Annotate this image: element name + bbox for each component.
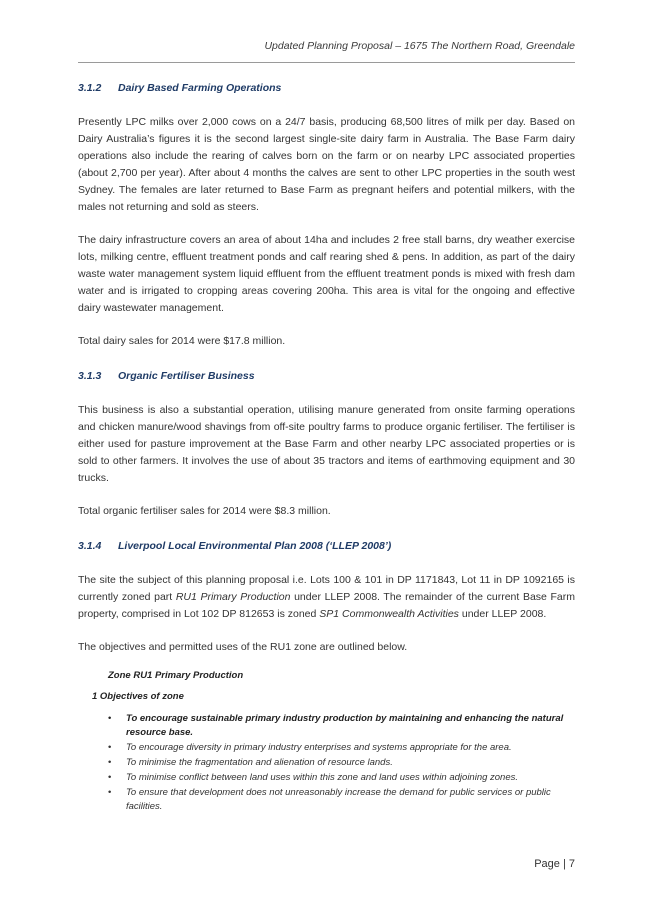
- bullet-icon: •: [108, 713, 112, 724]
- header-divider: [78, 62, 575, 63]
- zone-title: Zone RU1 Primary Production: [108, 670, 244, 681]
- section-heading-3-1-2: [78, 82, 575, 94]
- list-item: [108, 712, 575, 740]
- zone-name-ru1: RU1 Primary Production: [175, 591, 291, 603]
- bullet-icon: •: [108, 757, 112, 768]
- objectives-list: [78, 712, 575, 814]
- text-run: The site the subject of this planning proposal i.e. Lots 100 & 101 in DP 1171843, Lot 11 in DP 1092165 is currently zoned part: [78, 574, 575, 603]
- bullet-icon: •: [108, 787, 112, 798]
- section-number: 3.1.4: [78, 540, 102, 552]
- page-number: Page | 7: [534, 858, 575, 870]
- list-item: [108, 741, 575, 755]
- paragraph: Total dairy sales for 2014 were $17.8 million.: [78, 335, 286, 347]
- section-heading-3-1-4: [78, 540, 575, 552]
- paragraph: Total organic fertiliser sales for 2014 were $8.3 million.: [78, 505, 331, 517]
- paragraph: The dairy infrastructure covers an area of about 14ha and includes 2 free stall barns, dry weather exercise lots, milking centre, effluent treatment ponds and calf rearing shed & pens. In addition, as part of the dairy waste water management system liquid effluent from the effluent treatment ponds is mixed with fresh dam water and is irrigated to cropping areas covering 200ha. This area is vital for the ongoing and effective dairy wastewater management.: [78, 234, 575, 314]
- list-item-text: To encourage diversity in primary industry enterprises and systems appropriate for the area.: [126, 742, 512, 753]
- page-content: [78, 82, 575, 815]
- bullet-icon: •: [108, 772, 112, 783]
- list-item: [108, 756, 575, 770]
- paragraph: [78, 572, 575, 623]
- page-header: Updated Planning Proposal – 1675 The Northern Road, Greendale: [264, 40, 575, 52]
- paragraph: Presently LPC milks over 2,000 cows on a 24/7 basis, producing 68,500 litres of milk per day. Based on Dairy Australia’s figures it is the second largest single-site dairy farm in Australia. The Base Farm dairy operations also include the rearing of calves born on the farm or on nearby LPC associated properties (about 2,700 per year). After about 4 months the calves are sent to other LPC properties in the south west Sydney. The females are later returned to Base Farm as pregnant heifers and potential milkers, with the males not returning and sold as steers.: [78, 116, 575, 213]
- list-item: [108, 771, 575, 785]
- zone-name-sp1: SP1 Commonwealth Activities: [319, 608, 459, 620]
- list-item-text: To encourage sustainable primary industry production by maintaining and enhancing the natural resource base.: [126, 713, 564, 738]
- list-item-text: To minimise the fragmentation and alienation of resource lands.: [126, 757, 393, 768]
- list-item: [108, 786, 575, 814]
- section-number: 3.1.3: [78, 370, 102, 382]
- section-heading-3-1-3: [78, 370, 575, 382]
- section-title: Liverpool Local Environmental Plan 2008 (‘LLEP 2008’): [118, 540, 392, 552]
- list-item-text: To ensure that development does not unreasonably increase the demand for public services or public facilities.: [126, 787, 551, 812]
- section-title: Dairy Based Farming Operations: [118, 82, 282, 94]
- paragraph: This business is also a substantial operation, utilising manure generated from onsite farming operations and chicken manure/wood shavings from off-site poultry farms to produce organic fertiliser. The fertiliser is either used for pasture improvement at the Base Farm and other nearby LPC associated properties or is sold to other farmers. It involves the use of about 35 tractors and items of earthmoving equipment and 30 trucks.: [78, 404, 575, 484]
- text-run: under LLEP 2008. The remainder of the current Base Farm property, comprised in Lot 102 DP 812653 is zoned: [78, 591, 575, 620]
- section-number: 3.1.2: [78, 82, 102, 94]
- paragraph: The objectives and permitted uses of the RU1 zone are outlined below.: [78, 641, 408, 653]
- section-title: Organic Fertiliser Business: [118, 370, 255, 382]
- list-item-text: To minimise conflict between land uses within this zone and land uses within adjoining zones.: [126, 772, 519, 783]
- objectives-title: 1 Objectives of zone: [92, 691, 184, 702]
- bullet-icon: •: [108, 742, 112, 753]
- text-run: under LLEP 2008.: [458, 608, 547, 620]
